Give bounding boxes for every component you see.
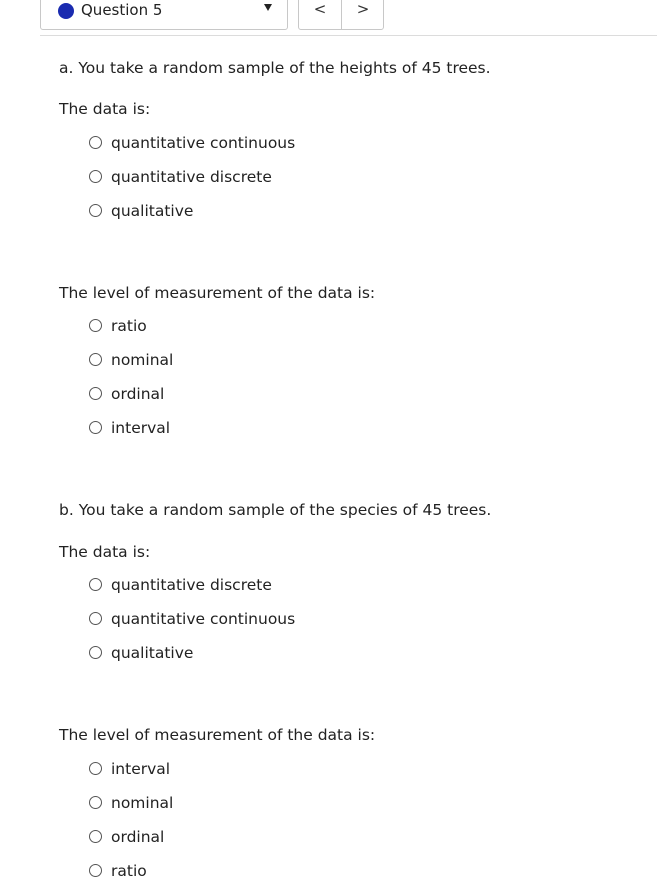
radio-button[interactable] [89,421,102,434]
option-label: interval [111,760,171,778]
option-label: ratio [111,862,147,880]
question-nav-bar [0,0,657,36]
option-label: qualitative [111,202,194,220]
radio-button[interactable] [89,646,102,659]
radio-button[interactable] [89,578,102,591]
radio-button[interactable] [89,353,102,366]
question-label: Question 5 [81,1,163,19]
part-b-level-label: The level of measurement of the data is: [59,726,376,744]
option-label: quantitative continuous [111,610,296,628]
question-pager [298,0,384,30]
option-label: qualitative [111,644,194,662]
option-label: nominal [111,351,174,369]
option-label: quantitative continuous [111,134,296,152]
option-label: interval [111,419,171,437]
radio-button[interactable] [89,864,102,877]
radio-button[interactable] [89,319,102,332]
option-label: quantitative discrete [111,168,272,186]
part-b-data-type-label: The data is: [59,543,151,561]
part-a-data-type-label: The data is: [59,100,151,118]
radio-button[interactable] [89,796,102,809]
question-select[interactable] [40,0,288,30]
next-question-button[interactable]: > [356,0,370,18]
option-label: ratio [111,317,147,335]
part-a-level-label: The level of measurement of the data is: [59,284,376,302]
radio-button[interactable] [89,136,102,149]
caret-down-icon [264,4,272,11]
radio-button[interactable] [89,762,102,775]
previous-question-button[interactable]: < [299,0,342,29]
radio-button[interactable] [89,204,102,217]
part-a-prompt: a. You take a random sample of the heights of 45 trees. [59,59,491,77]
question-status-dot [58,3,74,19]
option-label: nominal [111,794,174,812]
radio-button[interactable] [89,170,102,183]
divider [40,35,657,36]
part-b-prompt: b. You take a random sample of the species of 45 trees. [59,501,492,519]
option-label: ordinal [111,385,165,403]
radio-button[interactable] [89,830,102,843]
radio-button[interactable] [89,387,102,400]
option-label: quantitative discrete [111,576,272,594]
option-label: ordinal [111,828,165,846]
radio-button[interactable] [89,612,102,625]
